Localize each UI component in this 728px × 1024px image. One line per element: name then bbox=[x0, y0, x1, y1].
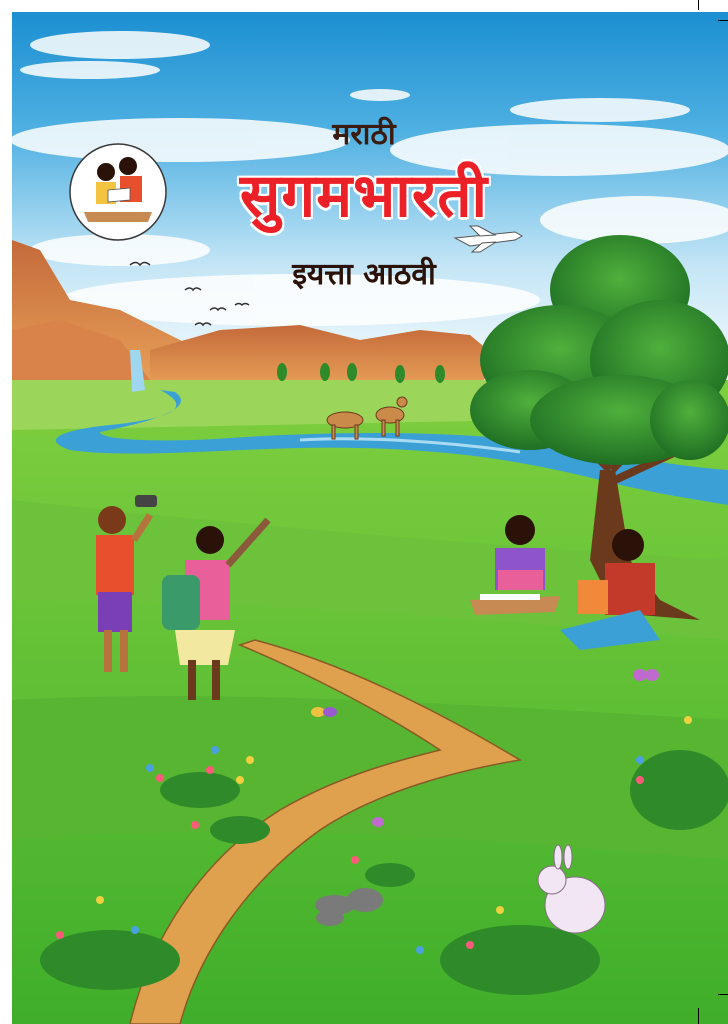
book-title: सुगमभारती bbox=[239, 161, 489, 231]
grade-label: इयत्ता आठवी bbox=[292, 257, 436, 292]
language-label: मराठी bbox=[332, 117, 396, 152]
